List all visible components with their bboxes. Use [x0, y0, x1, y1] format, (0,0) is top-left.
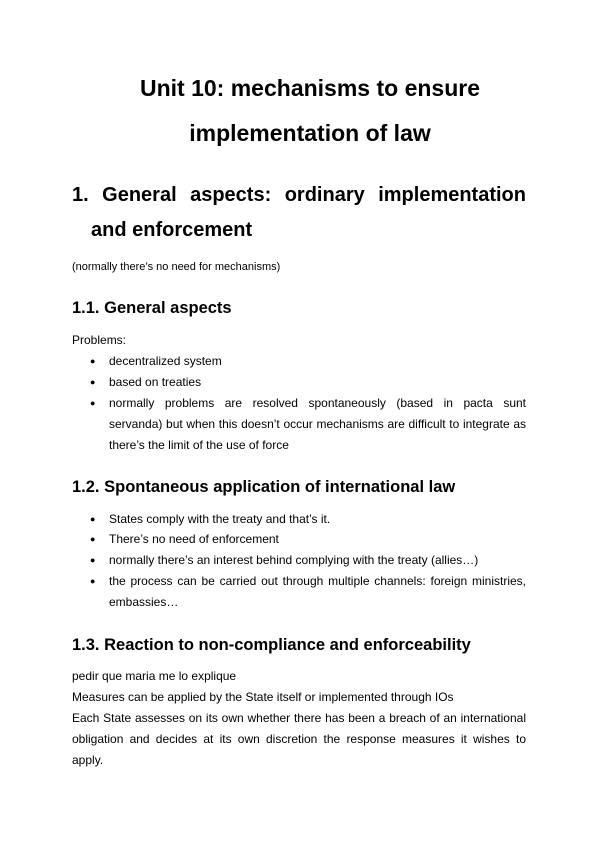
section-1-3-paragraph-3-line-3: apply. [72, 753, 104, 767]
bullet-glyph: ● [90, 534, 96, 544]
section-1-3-heading: 1.3. Reaction to non-compliance and enforceability [72, 636, 471, 654]
page-title-line-2: implementation of law [189, 120, 431, 146]
section-1-heading-line-1: 1. General aspects: ordinary implementation [72, 184, 526, 206]
section-1-3-paragraph-1: pedir que maria me lo explique [72, 669, 237, 683]
bullet-glyph: ● [90, 576, 96, 586]
section-1-2-heading: 1.2. Spontaneous application of international law [72, 478, 456, 496]
list-item-line-2: servanda) but when this doesn’t occur mechanisms are difficult to integrate as [109, 417, 526, 431]
section-1-3-paragraph-2: Measures can be applied by the State itself or implemented through IOs [72, 690, 454, 704]
bullet-glyph: ● [90, 377, 96, 387]
list-item: decentralized system [109, 354, 222, 368]
list-item-line-3: there’s the limit of the use of force [109, 438, 289, 452]
bullet-glyph: ● [90, 555, 96, 565]
list-item: States comply with the treaty and that’s it. [109, 512, 331, 526]
section-1-3-paragraph-3-line-2: obligation and decides at its own discretion the response measures it wishes to [72, 732, 526, 746]
list-item-line-2: embassies… [109, 595, 179, 609]
list-item: based on treaties [109, 375, 202, 389]
list-item-line-1: the process can be carried out through multiple channels: foreign ministries, [109, 574, 526, 588]
section-1-1-intro: Problems: [72, 333, 127, 347]
section-1-heading-line-2: and enforcement [91, 219, 253, 241]
section-1-note: (normally there’s no need for mechanisms) [72, 261, 281, 273]
bullet-glyph: ● [90, 356, 96, 366]
bullet-glyph: ● [90, 514, 96, 524]
section-1-3-paragraph-3-line-1: Each State assesses on its own whether there has been a breach of an international [72, 711, 526, 725]
section-1-1-heading: 1.1. General aspects [72, 299, 232, 317]
list-item-line-1: normally problems are resolved spontaneously (based in pacta sunt [109, 396, 526, 410]
bullet-glyph: ● [90, 398, 96, 408]
page-title-line-1: Unit 10: mechanisms to ensure [140, 75, 480, 101]
list-item: normally there’s an interest behind complying with the treaty (allies…) [109, 553, 479, 567]
list-item: There’s no need of enforcement [109, 532, 279, 546]
